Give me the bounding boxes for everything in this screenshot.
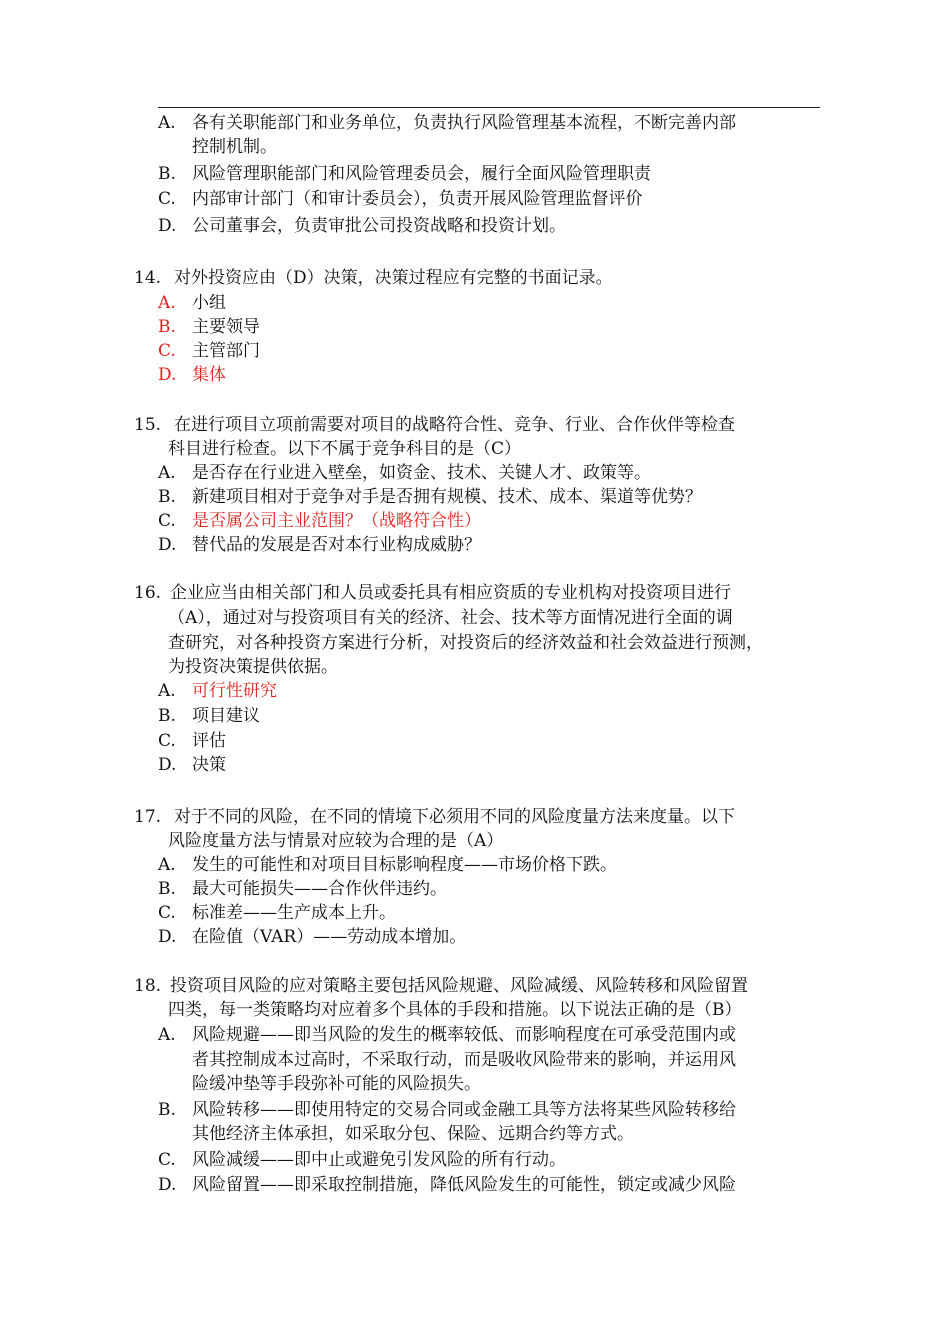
option-text: 其他经济主体承担，如采取分包、保险、远期合约等方式。 [192,1124,634,1144]
question-text: 四类，每一类策略均对应着多个具体的手段和措施。以下说法正确的是（B） [168,1000,742,1020]
option-text: 替代品的发展是否对本行业构成威胁？ [192,535,481,555]
option-text: 是否存在行业进入壁垒，如资金、技术、关键人才、政策等。 [192,463,651,483]
question-number: 18. [134,976,162,996]
option-text: 险缓冲垫等手段弥补可能的风险损失。 [192,1074,481,1094]
option-text: 公司董事会，负责审批公司投资战略和投资计划。 [192,216,566,236]
option-text: 控制机制。 [192,137,277,157]
option-text: 风险减缓——即中止或避免引发风险的所有行动。 [192,1150,566,1170]
option-text: 标准差——生产成本上升。 [192,903,396,923]
option-text: 决策 [192,755,226,775]
question-text: （A），通过对与投资项目有关的经济、社会、技术等方面情况进行全面的调 [168,608,733,628]
option-text: 项目建议 [192,706,260,726]
option-text: 可行性研究 [192,681,277,701]
question-number: 17. [134,807,162,827]
option-text: 在险值（VAR）——劳动成本增加。 [192,927,467,947]
question-text: 风险度量方法与情景对应较为合理的是（A） [168,831,504,851]
question-text: 查研究，对各种投资方案进行分析，对投资后的经济效益和社会效益进行预测， [168,633,763,653]
option-text: 评估 [192,731,226,751]
option-text: 风险管理职能部门和风险管理委员会，履行全面风险管理职责 [192,164,651,184]
question-text: 为投资决策提供依据。 [168,657,338,677]
option-text: 集体 [192,365,226,385]
question-number: 15. [134,415,162,435]
header-rule [158,107,820,108]
option-text: 发生的可能性和对项目目标影响程度——市场价格下跌。 [192,855,617,875]
option-text: 各有关职能部门和业务单位，负责执行风险管理基本流程，不断完善内部 [192,113,736,133]
option-text: 内部审计部门（和审计委员会），负责开展风险管理监督评价 [192,189,643,209]
option-text: 者其控制成本过高时，不采取行动，而是吸收风险带来的影响，并运用风 [192,1050,736,1070]
question-text: 科目进行检查。以下不属于竞争科目的是（C） [168,439,522,459]
question-number: 14. [134,268,162,288]
document-page: A. 各有关职能部门和业务单位，负责执行风险管理基本流程，不断完善内部 控制机制。 B. 风险管理职能部门和风险管理委员会，履行全面风险管理职责 C. 内部审计部门（和审计委员会），负责开展风险管理监督评价 D. 公司董事会，负责审批公司投资战略和投资计划。 14. 对外投资应由（D）决策，决策过程应有完整的书面记录。 A. 小组 B. 主要领导 C. 主管部门 D. 集体 15. 在进行项目立项前需要对项目的战略符合性、竞争、行业、合作伙伴等检查 科目进行检查。以下不属于竞争科目的是（C） A. 是否存在行业进入壁垒，如资金、技术、关键人才、政策等。 B. 新建项目相对于竞争对手是否拥有规模、技术、成本、渠道等优势？ C. 是否属公司主业范围？（战略符合性） D. 替代品的发展是否对本行业构成威胁？ 16. 企业应当由相关部门和人员或委托具有相应资质的专业机构对投资项目进行 （A），通过对与投资项目有关的经济、社会、技术等方面情况进行全面的调 查研究，对各种投资方案进行分析，对投资后的经济效益和社会效益进行预测， 为投资决策提供依据。 A. 可行性研究 B. 项目建议 C. 评估 D. 决策 17. 对于不同的风险，在不同的情境下必须用不同的风险度量方法来度量。以下 风险度量方法与情景对应较为合理的是（A） A. 发生的可能性和对项目目标影响程度——市场价格下跌。 B. 最大可能损失——合作伙伴违约。 C. 标准差——生产成本上升。 D. 在险值（VAR）——劳动成本增加。 18. 投资项目风险的应对策略主要包括风险规避、风险减缓、风险转移和风险留置 四类，每一类策略均对应着多个具体的手段和措施。以下说法正确的是（B） A. 风险规避——即当风险的发生的概率较低、而影响程度在可承受范围内或 者其控制成本过高时，不采取行动，而是吸收风险带来的影响，并运用风 险缓冲垫等手段弥补可能的风险损失。 B. 风险转移——即使用特定的交易合同或金融工具等方法将某些风险转移给 其他经济主体承担，如采取分包、保险、远期合约等方式。 C. 风险减缓——即中止或避免引发风险的所有行动。 D. 风险留置——即采取控制措施，降低风险发生的可能性，锁定或减少风险 [0,0,950,1344]
option-text: 最大可能损失——合作伙伴违约。 [192,879,447,899]
question-text: 在进行项目立项前需要对项目的战略符合性、竞争、行业、合作伙伴等检查 [174,415,735,435]
option-text: 风险规避——即当风险的发生的概率较低、而影响程度在可承受范围内或 [192,1025,736,1045]
question-text: 投资项目风险的应对策略主要包括风险规避、风险减缓、风险转移和风险留置 [170,976,748,996]
option-text: 新建项目相对于竞争对手是否拥有规模、技术、成本、渠道等优势？ [192,487,702,507]
question-text: 对于不同的风险，在不同的情境下必须用不同的风险度量方法来度量。以下 [174,807,735,827]
option-text: 是否属公司主业范围？（战略符合性） [192,511,481,531]
option-text: 主管部门 [192,341,260,361]
option-text: 小组 [192,293,226,313]
option-text: 主要领导 [192,317,260,337]
option-text: 风险转移——即使用特定的交易合同或金融工具等方法将某些风险转移给 [192,1100,736,1120]
question-text: 对外投资应由（D）决策，决策过程应有完整的书面记录。 [174,268,613,288]
question-text: 企业应当由相关部门和人员或委托具有相应资质的专业机构对投资项目进行 [170,583,731,603]
option-text: 风险留置——即采取控制措施，降低风险发生的可能性，锁定或减少风险 [192,1175,736,1195]
question-number: 16. [134,583,162,603]
